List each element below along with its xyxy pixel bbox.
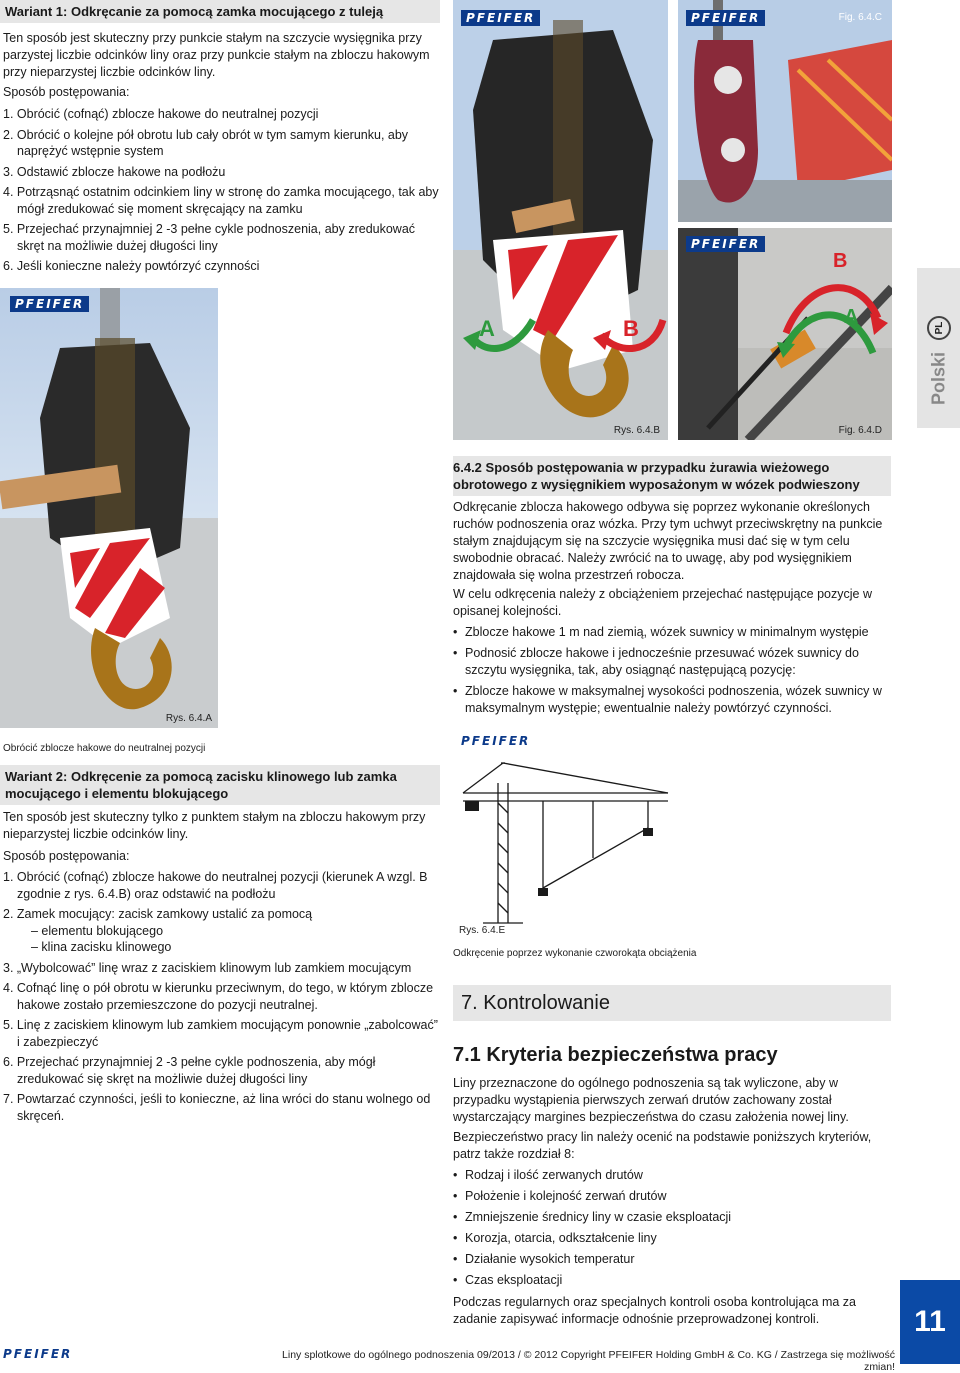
green-rotate-arrow-icon [463,300,543,360]
variant1-procedure-label: Sposób postępowania: [3,85,130,99]
brand-logo: PFEIFER [461,10,540,26]
variant1-steps [3,106,440,279]
variant2-steps [3,869,440,1128]
figure-a-label: Rys. 6.4.A [165,713,212,724]
variant2-step: 4. Cofnąć linę o pół obrotu w kierunku przeciwnym, do tego, w którym zblocze hakowe zostało przemieszczone do pozycji neutralnej. [3,981,434,1012]
photo-rope-lock-d [678,228,892,440]
arrow-label-b: B [833,250,848,272]
photo-hook-block-b [453,0,668,440]
figure-c-label: Fig. 6.4.C [838,12,882,23]
variant1-step: 6. Jeśli konieczne należy powtórzyć czynności [3,259,260,273]
hook-block-rotation-illustration [453,0,668,440]
section-71-p1: Liny przeznaczone do ogólnego podnoszenia są tak wyliczone, aby w przypadku wystąpienia pierwszych zerwań drutów zachowany został wystarczający margines bezpieczeństwa do czasu założenia nowej liny. [453,1076,849,1124]
variant2-step: 1. Obrócić (cofnąć) zblocze hakowe do neutralnej pozycji (kierunek A wzgl. B zgodnie z rys. 6.4.B) oraz odstawić na podłożu [3,870,428,901]
brand-logo: PFEIFER [10,296,89,312]
section-642-p1: Odkręcanie zblocza hakowego odbywa się poprzez wykonanie określonych ruchów podnoszenia oraz wózka. Przy tym uchwyt przeciwskrętny na punkcie stałym znajdującym się na szczycie wysięgnika musi dać się w tym celu swobodnie obracać. Należy zwrócić na to uwagę, aby pod wysięgnikiem znajdowała się wolna przestrzeń robocza. [453,500,883,582]
footer-copyright: Liny splotkowe do ogólnego podnoszenia 09/2013 / © 2012 Copyright PFEIFER Holding GmbH & Co. KG / Zastrzega się możliwość zmian! [282,1349,895,1373]
variant2-intro: Ten sposób jest skuteczny tylko z punktem stałym na zbloczu hakowym przy nieparzystej liczbie odcinków liny. [3,810,426,841]
figure-d-label: Fig. 6.4.D [838,425,882,436]
arrow-label-a: A [844,306,859,328]
variant2-substep: – elementu blokującego [31,923,164,938]
language-badge: PL [927,316,951,340]
arrow-label-a: A [479,316,495,341]
green-turn-arrow-icon [773,298,883,358]
figure-e-label: Rys. 6.4.E [459,925,506,936]
variant2-step-text: 2. Zamek mocujący: zacisk zamkowy ustalić za pomocą [3,907,313,921]
list-item: • Położenie i kolejność zerwań drutów [453,1188,891,1205]
photo-hook-block-a [0,288,218,728]
section-71-p2: Bezpieczeństwo pracy lin należy ocenić na podstawie poniższych kryteriów, patrz także rozdział 8: [453,1130,872,1161]
list-item: • Zmniejszenie średnicy liny w czasie eksploatacji [453,1209,891,1226]
variant1-step: 2. Obrócić o kolejne pół obrotu lub cały obrót w tym samym kierunku, aby naprężyć wstępnie system [3,127,409,158]
language-side-tab [917,268,960,428]
figure-e-caption: Odkręcenie poprzez wykonanie czworokąta obciążenia [453,948,697,959]
list-item: • Zblocze hakowe 1 m nad ziemią, wózek suwnicy w minimalnym występie [453,624,891,641]
section-642-p2: W celu odkręcenia należy z obciążeniem przejechać następujące pozycje w opisanej kolejności. [453,587,872,618]
page-number: 11 [900,1280,960,1364]
variant2-substep: – klina zacisku klinowego [31,940,172,954]
arrow-label-b: B [623,316,639,341]
brand-logo: PFEIFER [461,734,531,748]
section-642-heading [453,456,891,496]
language-label: Polski [928,351,949,406]
variant2-procedure-label: Sposób postępowania: [3,849,130,863]
footer-brand-logo: PFEIFER [3,1347,73,1361]
list-item: • Działanie wysokich temperatur [453,1251,891,1268]
tower-crane-diagram [453,753,673,933]
hook-block-illustration [0,288,218,728]
variant1-step: 4. Potrząsnąć ostatnim odcinkiem liny w stronę do zamka mocującego, tak aby mógł zredukować się moment skręcający na zamku [3,185,439,216]
section-71-bullets [453,1167,891,1293]
variant1-step: 5. Przejechać przynajmniej 2 -3 pełne cykle podnoszenia, aby zredukować skręt na możliwie dużej długości liny [3,222,416,253]
list-item: • Zblocze hakowe w maksymalnej wysokości podnoszenia, wózek suwnicy w maksymalnym występie; ewentualnie należy powtórzyć czynności. [453,683,891,717]
variant2-step: 6. Przejechać przynajmniej 2 -3 pełne cykle podnoszenia, aby mógł zredukować się skręt na możliwie dużej długości liny [3,1055,376,1086]
brand-logo: PFEIFER [686,236,765,252]
list-item: • Czas eksploatacji [453,1272,891,1289]
figure-b-label: Rys. 6.4.B [613,425,660,436]
photo-rope-lock-c [678,0,892,222]
variant2-step: 3. „Wybolcować” linę wraz z zaciskiem klinowym lub zamkiem mocującym [3,960,412,975]
section-7-heading: 7. Kontrolowanie [453,985,891,1021]
brand-logo: PFEIFER [686,10,765,26]
variant1-step: 3. Odstawić zblocze hakowe na podłożu [3,164,226,179]
variant1-heading: Wariant 1: Odkręcanie za pomocą zamka mocującego z tuleją [0,0,440,23]
section-71-p3: Podczas regularnych oraz specjalnych kontroli osoba kontrolująca ma za zadanie zapisywać informacje odnośnie przeprowadzonej kontroli. [453,1295,856,1326]
section-71-heading: 7.1 Kryteria bezpieczeństwa pracy [453,1044,778,1066]
variant2-step [3,906,440,956]
list-item: • Podnosić zblocze hakowe i jednocześnie przesuwać wózek suwnicy do szczytu wysięgnika, tak, aby osiągnąć następującą pozycję: [453,645,891,679]
list-item: • Korozja, otarcia, odkształcenie liny [453,1230,891,1247]
variant1-intro: Ten sposób jest skuteczny przy punkcie stałym na szczycie wysięgnika przy parzystej liczbie odcinków liny oraz przy punkcie stałym na zbloczu hakowym przy nieparzystej liczbie odcinków liny. [3,31,430,79]
list-item: • Rodzaj i ilość zerwanych drutów [453,1167,891,1184]
section-642-heading-text: 6.4.2 Sposób postępowania w przypadku żurawia wieżowego obrotowego z wysięgnikiem wyposażonym w wózek podwieszony [453,460,860,492]
rope-lock-illustration [678,0,892,222]
variant1-step: 1. Obrócić (cofnąć) zblocze hakowe do neutralnej pozycji [3,107,319,121]
section-642-bullets [453,624,891,721]
figure-a-caption: Obrócić zblocze hakowe do neutralnej pozycji [3,743,206,754]
variant2-step: 5. Linę z zaciskiem klinowym lub zamkiem mocującym ponownie „zabolcować” i zabezpieczyć [3,1018,438,1049]
variant2-heading: Wariant 2: Odkręcenie za pomocą zacisku klinowego lub zamka mocującego i elementu blokującego [0,765,440,805]
crane-diagram-e [453,728,673,943]
variant2-step: 7. Powtarzać czynności, jeśli to konieczne, aż lina wróci do stanu wolnego od skręceń. [3,1092,431,1123]
